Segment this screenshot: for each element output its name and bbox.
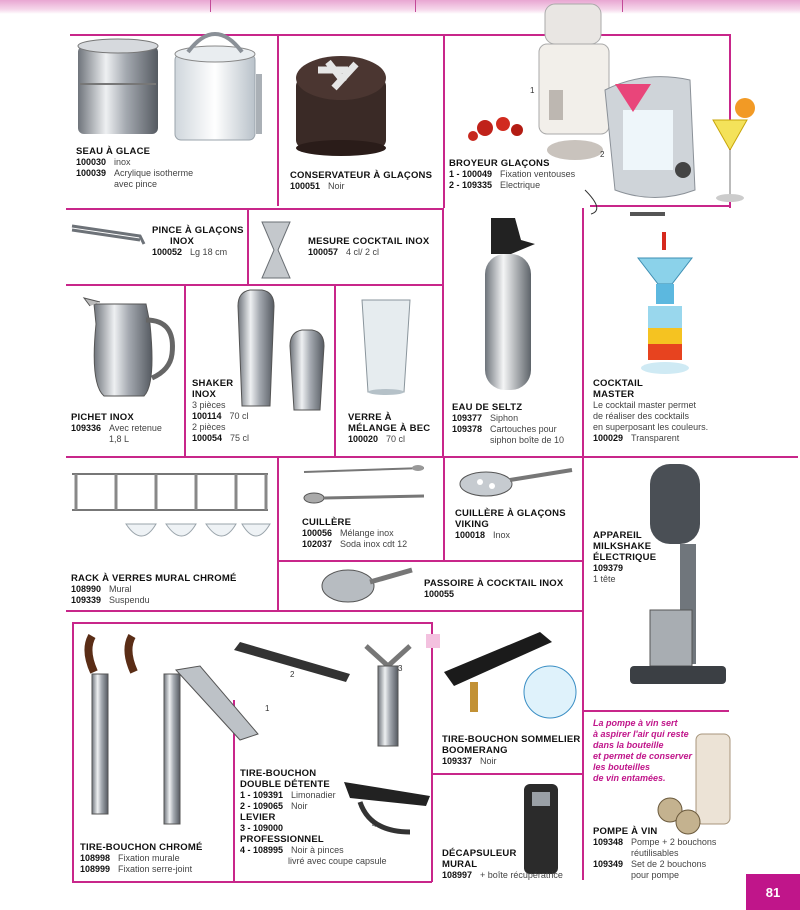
desc: Mural [109, 584, 132, 594]
mesure-title: MESURE COCKTAIL INOX [308, 236, 430, 247]
desc: Cartouches pour [490, 424, 557, 434]
slotted-spoon-image [458, 462, 578, 502]
pompe-title: POMPE À VIN [593, 826, 658, 837]
ref: 1 - 109391 [240, 790, 284, 800]
ref: 2 - 109065 [240, 801, 284, 811]
pince-title-1: PINCE À GLAÇONS [152, 225, 244, 236]
ice-bucket-image [70, 24, 280, 144]
tb-chrome-block [80, 842, 203, 875]
passoire-ref [424, 589, 563, 600]
corkscrew-label-2: 2 [290, 670, 295, 679]
shaker-row-1 [192, 411, 249, 422]
ice-keeper-image [288, 48, 408, 158]
shaker-line-1: 3 pièces [192, 400, 226, 410]
shaker-title-1: SHAKER [192, 378, 234, 389]
seau-row-1 [76, 157, 193, 168]
pince-title-2: INOX [170, 236, 195, 247]
seau-block [76, 146, 193, 190]
cuillere-block [302, 517, 407, 550]
pompe-cont-2: pour pompe [631, 870, 680, 880]
cocktail-master-block [593, 378, 708, 444]
corkscrew-label-4: 4 [372, 820, 377, 829]
cg-title-1: CUILLÈRE À GLAÇONS [455, 508, 566, 519]
desc: Noir [480, 756, 497, 766]
desc: 4 cl/ 2 cl [346, 247, 380, 257]
desc: Mélange inox [340, 528, 394, 538]
soda-siphon-image [465, 214, 555, 394]
conservateur-title: CONSERVATEUR À GLAÇONS [290, 170, 433, 181]
pince-row [152, 247, 244, 258]
ref: 100039 [76, 168, 107, 178]
desc: Acrylique isotherme [114, 168, 194, 178]
page-number: 81 [746, 874, 800, 910]
ms-title-3: ÉLECTRIQUE [593, 552, 657, 563]
desc: Siphon [490, 413, 519, 423]
glass-rack-image [66, 464, 278, 574]
tbc-row-2 [80, 864, 203, 875]
ref: 109348 [593, 837, 624, 847]
jigger-image [258, 220, 298, 282]
desc: Noir [291, 801, 308, 811]
desc: inox [114, 157, 131, 167]
pichet-row [71, 423, 162, 434]
tbd-title-2: DOUBLE DÉTENTE [240, 779, 330, 790]
tbd-row-3 [240, 823, 387, 834]
cuillere-row-1 [302, 528, 407, 539]
tbc-row-1 [80, 853, 203, 864]
rack-block [71, 573, 236, 606]
desc: Suspendu [109, 595, 150, 605]
tb-double-block [240, 768, 387, 867]
ref: 108999 [80, 864, 111, 874]
desc: Set de 2 bouchons [631, 859, 707, 869]
broyeur-block [449, 158, 575, 191]
seau-title: SEAU À GLACE [76, 146, 151, 157]
desc: Fixation serre-joint [118, 864, 193, 874]
wine-pump-promo [593, 718, 692, 784]
corkscrew-label-1: 1 [265, 704, 270, 713]
cm-text-2: de réaliser des cocktails [593, 411, 690, 421]
desc: Electrique [500, 180, 541, 190]
milkshake-block [593, 530, 656, 585]
ref: 1 - 100049 [449, 169, 493, 179]
passoire-block [424, 578, 563, 600]
boom-title-2: BOOMERANG [442, 745, 508, 756]
tbd-row-4 [240, 845, 387, 856]
verre-title-2: MÉLANGE À BEC [348, 423, 431, 434]
desc: + boîte récupératrice [480, 870, 563, 880]
desc: Transparent [631, 433, 680, 443]
cm-title-2: MASTER [593, 389, 635, 400]
promo-line-2: à aspirer l'air qui reste [593, 729, 689, 739]
crusher-label-2: 2 [600, 150, 605, 159]
ms-ref [593, 563, 656, 574]
desc: Inox [493, 530, 511, 540]
ice-tongs-image [70, 218, 150, 248]
ref: 100051 [290, 181, 321, 191]
seau-cont: avec pince [114, 179, 158, 189]
corkscrew-label-3: 3 [398, 664, 403, 673]
ref: 109379 [593, 563, 624, 573]
ref: 109339 [71, 595, 102, 605]
ref: 109337 [442, 756, 473, 766]
seltz-title: EAU DE SELTZ [452, 402, 523, 413]
crusher-label-1: 1 [530, 86, 535, 95]
pompe-block [593, 826, 716, 881]
cg-row [455, 530, 566, 541]
ms-line: 1 tête [593, 574, 616, 584]
cuillere-glacons-block [455, 508, 566, 541]
ref: 100114 [192, 411, 222, 421]
promo-line-5: les bouteilles [593, 762, 651, 772]
ref: 100055 [424, 589, 455, 599]
tbd-row-2 [240, 801, 387, 812]
decapsuleur-block [442, 848, 563, 881]
desc: Fixation ventouses [500, 169, 576, 179]
pichet-title: PICHET INOX [71, 412, 134, 423]
mixing-glass-image [358, 296, 418, 396]
ms-title-2: MILKSHAKE [593, 541, 652, 552]
ref: 100029 [593, 433, 624, 443]
pichet-block [71, 412, 162, 445]
boom-title-1: TIRE-BOUCHON SOMMELIER [442, 734, 581, 745]
cm-text-1: Le cocktail master permet [593, 400, 697, 410]
conservateur-block [290, 170, 432, 192]
tbd-title-1: TIRE-BOUCHON [240, 768, 317, 779]
ref: 102037 [302, 539, 333, 549]
ref: 100030 [76, 157, 107, 167]
ref: 100057 [308, 247, 339, 257]
ref: 100054 [192, 433, 223, 443]
dec-title-2: MURAL [442, 859, 478, 870]
ref: 108997 [442, 870, 473, 880]
pompe-row-2 [593, 859, 716, 870]
desc: Soda inox cdt 12 [340, 539, 408, 549]
ref: 109336 [71, 423, 102, 433]
broyeur-row-2 [449, 180, 575, 191]
pitcher-image [80, 294, 180, 404]
verre-block [348, 412, 430, 445]
seau-row-2 [76, 168, 193, 179]
ref: 108998 [80, 853, 111, 863]
pompe-row-1 [593, 837, 716, 848]
seltz-row-1 [452, 413, 564, 424]
ref: 100018 [455, 530, 486, 540]
rack-row-2 [71, 595, 236, 606]
ref: 4 - 108995 [240, 845, 284, 855]
mesure-block [308, 236, 429, 258]
tbc-title: TIRE-BOUCHON CHROMÉ [80, 842, 203, 853]
seltz-cont: siphon boîte de 10 [490, 435, 565, 445]
promo-line-4: et permet de conserver [593, 751, 693, 761]
rack-row-1 [71, 584, 236, 595]
desc: Noir à pinces [291, 845, 344, 855]
ref: 100020 [348, 434, 379, 444]
desc: 75 cl [230, 433, 250, 443]
cuillere-row-2 [302, 539, 407, 550]
conservateur-row [290, 181, 432, 192]
pompe-cont-1: réutilisables [631, 848, 679, 858]
boomerang-corkscrew-image [440, 622, 580, 732]
tbd-title-3: LEVIER [240, 812, 276, 823]
tbd-row-1 [240, 790, 387, 801]
desc: Pompe + 2 bouchons [631, 837, 717, 847]
promo-line-6: de vin entamées. [593, 773, 666, 783]
verre-title-1: VERRE À [348, 412, 392, 423]
broyeur-row-1 [449, 169, 575, 180]
desc: Limonadier [291, 790, 336, 800]
pichet-cont: 1,8 L [109, 434, 130, 444]
desc: Avec retenue [109, 423, 162, 433]
desc: 70 cl [386, 434, 406, 444]
tbd-title-4: PROFESSIONNEL [240, 834, 324, 845]
bar-spoon-image [300, 462, 430, 508]
dec-title-1: DÉCAPSULEUR [442, 848, 517, 859]
shaker-row-2 [192, 433, 249, 444]
boomerang-block [442, 734, 580, 767]
cuillere-title: CUILLÈRE [302, 517, 352, 528]
rack-title: RACK À VERRES MURAL CHROMÉ [71, 573, 237, 584]
mesure-row [308, 247, 429, 258]
verre-row [348, 434, 430, 445]
ref: 100056 [302, 528, 333, 538]
ref: 3 - 109000 [240, 823, 284, 833]
seltz-row-2 [452, 424, 564, 435]
cm-row [593, 433, 708, 444]
desc: 70 cl [229, 411, 249, 421]
wing-corkscrew-image [358, 636, 418, 766]
cm-title-1: COCKTAIL [593, 378, 643, 389]
promo-line-1: La pompe à vin sert [593, 718, 678, 728]
ref: 109377 [452, 413, 483, 423]
desc: Noir [328, 181, 345, 191]
tbd-cont: livré avec coupe capsule [288, 856, 387, 866]
boom-row [442, 756, 580, 767]
promo-line-3: dans la bouteille [593, 740, 664, 750]
ref: 2 - 109335 [449, 180, 493, 190]
broyeur-title: BROYEUR GLAÇONS [449, 158, 550, 169]
shaker-block [192, 378, 249, 444]
cg-title-2: VIKING [455, 519, 489, 530]
desc: Fixation murale [118, 853, 180, 863]
marker-square [426, 634, 440, 648]
waiter-corkscrew-image [170, 630, 370, 750]
shaker-title-2: INOX [192, 389, 217, 400]
dec-row [442, 870, 563, 881]
seltz-block [452, 402, 564, 446]
ms-title-1: APPAREIL [593, 530, 642, 541]
pince-block [152, 225, 244, 258]
ref: 108990 [71, 584, 102, 594]
cm-text-3: en superposant les couleurs. [593, 422, 709, 432]
ref: 109349 [593, 859, 624, 869]
shaker-line-2: 2 pièces [192, 422, 226, 432]
passoire-title: PASSOIRE À COCKTAIL INOX [424, 578, 564, 589]
ref: 100052 [152, 247, 183, 257]
cocktail-master-image [632, 228, 702, 388]
cocktail-strainer-image [316, 564, 416, 608]
desc: Lg 18 cm [190, 247, 228, 257]
ref: 109378 [452, 424, 483, 434]
